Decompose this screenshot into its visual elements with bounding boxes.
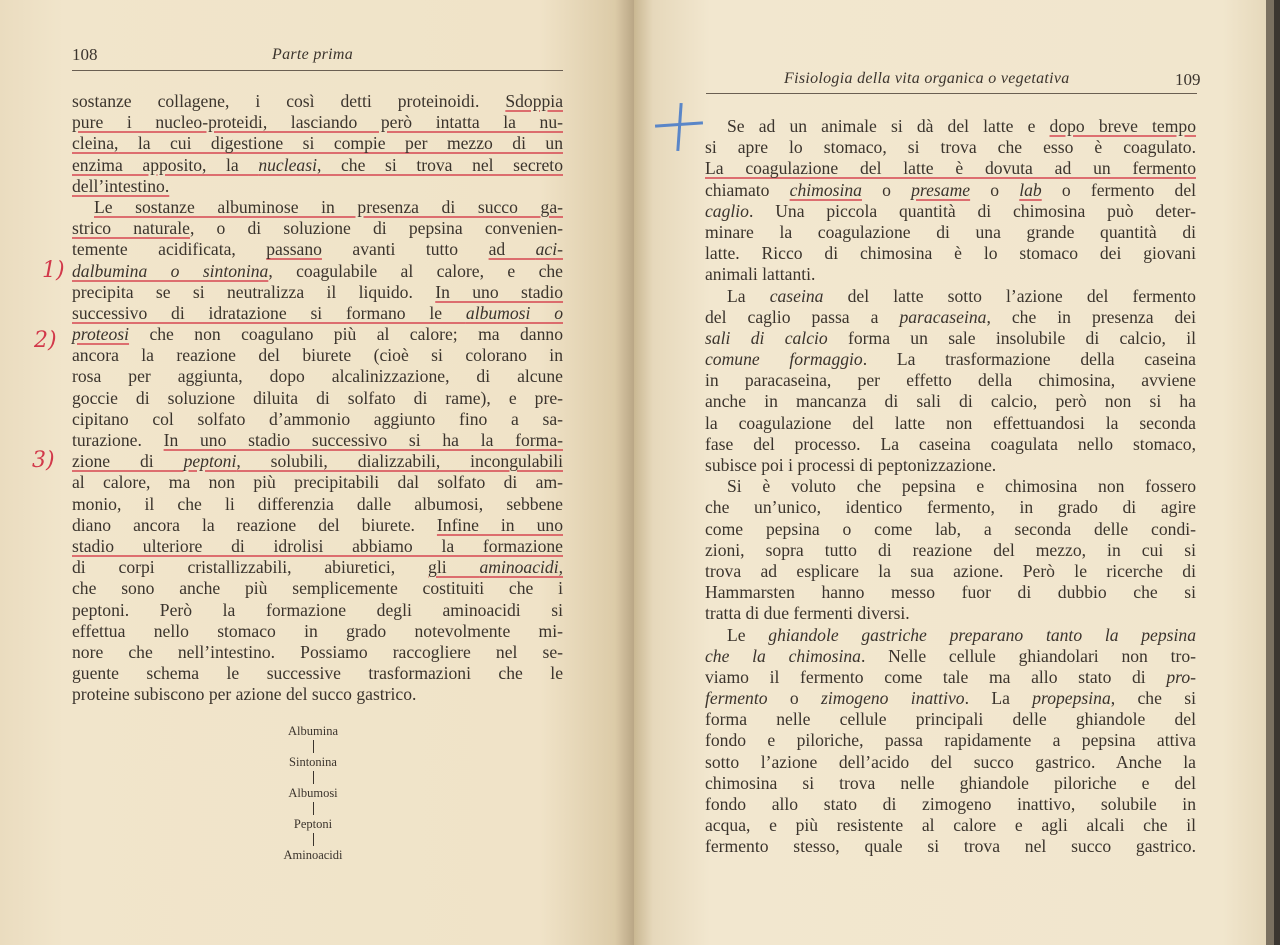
text-segment: successivo di idratazione si formano le — [72, 302, 466, 323]
text-segment: la coagulazione del latte non effettuandosi la seconda — [705, 412, 1196, 433]
text-segment: ancora la reazione del biurete (cioè si colorano in — [72, 345, 563, 366]
italic-term: albumosi o — [465, 302, 563, 323]
text-segment: subisce poi i processi di peptonizzazione. — [705, 455, 997, 475]
italic-term: nucleasi — [258, 154, 317, 175]
margin-note: 3) — [32, 448, 55, 473]
text-line — [705, 497, 1196, 518]
text-line — [72, 600, 563, 621]
text-segment: come pepsina o come lab, a seconda delle condi- — [705, 518, 1196, 539]
text-line — [705, 349, 1196, 370]
text-segment: al calore, ma non più precipitabili dal solfato di am- — [72, 472, 563, 493]
text-segment: avanti tutto — [321, 239, 489, 260]
text-line — [72, 91, 563, 112]
text-line — [72, 261, 563, 282]
text-line — [72, 133, 563, 154]
text-line — [705, 307, 1196, 328]
text-segment: diano ancora la reazione del biurete. — [72, 514, 437, 535]
italic-term: sali di calcio — [705, 327, 828, 348]
text-line — [705, 773, 1196, 794]
text-line — [72, 578, 563, 599]
text-segment: , o di soluzione di pepsina convenien- — [189, 218, 563, 239]
text-segment: pure i nucleo-proteidi, lasciando però intatta la nu- — [72, 112, 563, 133]
text-segment: la cui digestione si compie per mezzo di un — [118, 133, 563, 154]
text-line — [72, 663, 563, 684]
italic-term: fermento — [705, 688, 768, 709]
italic-term: lab — [1019, 179, 1042, 200]
text-line — [705, 370, 1196, 391]
text-line — [705, 540, 1196, 561]
text-line — [72, 557, 563, 578]
italic-term: chimosina — [789, 179, 862, 200]
text-segment: che sono anche più semplicemente costituiti che i — [72, 578, 563, 599]
protein-transformation-schema — [253, 722, 373, 864]
schema-term: Albumosi — [288, 786, 338, 800]
text-line — [72, 324, 563, 345]
schema-connector — [313, 802, 314, 815]
header-rule — [72, 70, 563, 71]
text-line — [72, 621, 563, 642]
text-line — [72, 430, 563, 451]
text-line — [72, 345, 563, 366]
italic-term: comune formaggio — [705, 349, 863, 370]
italic-term: proteosi — [72, 324, 130, 345]
text-segment: proteine subiscono per azione del succo gastrico. — [72, 684, 417, 705]
text-line — [705, 264, 1196, 285]
text-line — [705, 137, 1196, 158]
book-edge — [1266, 0, 1274, 945]
text-segment: Le — [727, 624, 769, 645]
text-segment: , che in presenza dei — [986, 306, 1197, 327]
italic-term: caseina — [769, 285, 824, 306]
text-segment: fermento stesso, quale si trova nel succo gastrico. — [705, 836, 1196, 857]
text-line — [72, 303, 563, 324]
text-segment: minare la coagulazione di una grande quantità di — [705, 221, 1196, 242]
text-segment: o — [767, 688, 822, 709]
text-segment: o — [970, 179, 1020, 200]
text-segment: goccie di soluzione diluita di solfato di rame), e pre- — [72, 387, 563, 408]
text-line — [72, 388, 563, 409]
text-segment: . La trasformazione della caseina — [862, 349, 1196, 370]
text-segment: che un’unico, identico fermento, in grado di agire — [705, 497, 1196, 518]
text-line — [705, 836, 1196, 857]
text-line — [705, 709, 1196, 730]
text-line — [72, 197, 563, 218]
margin-note: 2) — [34, 328, 57, 353]
running-head: Parte prima — [272, 46, 354, 63]
italic-term: aminoacidi, — [479, 557, 563, 578]
text-segment: guente schema le successive trasformazioni che le — [72, 663, 563, 684]
text-segment: forma un sale insolubile di calcio, il — [827, 327, 1197, 348]
text-segment: zioni, sopra tutto di reazione del mezzo, in cui si — [705, 539, 1196, 560]
text-segment: . La — [964, 688, 1033, 709]
text-segment: trova ad esplicare la sua azione. Però le ricerche di — [705, 560, 1196, 581]
italic-term: zimogeno inattivo — [821, 688, 965, 709]
italic-term: paracaseina — [899, 306, 987, 327]
text-line — [72, 282, 563, 303]
text-segment: zione di — [72, 451, 184, 472]
text-segment: fondo allo stato di zimogeno inattivo, solubile in — [705, 794, 1196, 814]
text-line — [72, 642, 563, 663]
blue-cross-mark-icon — [655, 103, 705, 153]
text-segment: del caglio passa a — [705, 306, 900, 327]
text-line — [705, 815, 1196, 836]
schema-connector — [313, 833, 314, 846]
text-segment: strico naturale — [72, 218, 190, 239]
text-segment: . Nelle cellule ghiandolari non tro- — [860, 645, 1196, 666]
text-segment: chimosina si trova nelle ghiandole piloriche e del — [705, 772, 1196, 793]
text-segment: Sdoppia — [505, 91, 563, 111]
text-line — [72, 494, 563, 515]
text-line — [72, 176, 563, 197]
text-segment: Se ad un animale si dà del latte e — [727, 116, 1050, 136]
italic-term: pro- — [1166, 666, 1196, 687]
schema-connector — [313, 771, 314, 784]
text-segment: latte. Ricco di chimosina è lo stomaco dei giovani — [705, 243, 1196, 264]
text-segment: anche in mancanza di sali di calcio, però non si ha — [705, 391, 1196, 412]
text-segment: turazione. — [72, 430, 164, 450]
italic-term: dalbumina o sintonina — [72, 260, 269, 281]
text-line — [705, 328, 1196, 349]
text-segment: di corpi cristallizzabili, abiuretici, — [72, 557, 429, 578]
text-line — [705, 243, 1196, 264]
text-line — [705, 625, 1196, 646]
text-segment: rosa per aggiunta, dopo alcalinizzazione, di alcune — [72, 366, 563, 387]
text-line — [72, 472, 563, 493]
header-rule — [706, 93, 1197, 94]
text-line — [705, 413, 1196, 434]
text-line — [705, 688, 1196, 709]
text-segment: viamo il fermento come tale ma allo stato di — [705, 666, 1167, 687]
text-segment: In uno stadio successivo si ha la forma- — [163, 430, 563, 450]
text-segment: monio, il che li differenzia dalle albumosi, sebbene — [72, 493, 563, 514]
text-line — [705, 391, 1196, 412]
text-line — [705, 519, 1196, 540]
text-segment: stadio ulteriore di idrolisi abbiamo la formazione — [72, 535, 563, 556]
italic-term: che la chimosina — [705, 645, 861, 666]
text-segment: ad — [488, 239, 536, 260]
text-segment: Hammarsten hanno messo fuor di dubbio che si — [705, 582, 1196, 603]
text-segment: enzima apposito, la — [72, 154, 259, 175]
text-segment: , che si trova nel secreto — [316, 154, 563, 175]
text-line — [705, 158, 1196, 179]
text-line — [705, 201, 1196, 222]
text-segment: cleina, — [72, 133, 119, 154]
text-line — [705, 434, 1196, 455]
text-segment: che non coagulano più al calore; ma danno — [129, 324, 563, 345]
text-segment: gli — [428, 557, 480, 578]
text-line — [705, 180, 1196, 201]
text-segment: sotto l’azione dell’acido del succo gastrico. Anche la — [705, 751, 1196, 772]
left-page — [0, 0, 634, 945]
text-segment: precipita se si neutralizza il liquido. — [72, 281, 436, 302]
text-line — [705, 286, 1196, 307]
text-segment: , coagulabile al calore, e che — [268, 260, 563, 281]
text-segment: animali lattanti. — [705, 264, 816, 285]
schema-term: Aminoacidi — [283, 848, 343, 862]
text-segment: passano — [266, 239, 322, 260]
text-line — [705, 752, 1196, 773]
running-head: Fisiologia della vita organica o vegetativa — [784, 70, 1070, 87]
text-line — [72, 536, 563, 557]
text-segment: , solubili, dializzabili, incongulabili — [236, 451, 563, 472]
text-line — [72, 409, 563, 430]
text-segment: acqua, e più resistente al calore e agli alcali che il — [705, 815, 1196, 836]
italic-term: caglio — [705, 200, 749, 221]
body-text — [72, 91, 563, 705]
text-segment: fondo e piloriche, passa rapidamente a pepsina attiva — [705, 730, 1196, 751]
text-line — [705, 730, 1196, 751]
italic-term: peptoni — [183, 451, 237, 472]
text-line — [705, 476, 1196, 497]
text-segment: peptoni. Però la formazione degli aminoacidi si — [72, 599, 563, 620]
text-segment: cipitano col solfato d’ammonio aggiunto fino a sa- — [72, 408, 563, 429]
italic-term: ghiandole gastriche preparano tanto la pepsina — [768, 624, 1196, 645]
text-line — [705, 794, 1196, 815]
page-number: 109 — [1175, 70, 1201, 89]
text-segment: La coagulazione del latte è dovuta ad un fermento — [705, 158, 1196, 179]
text-segment: . Una piccola quantità di chimosina può deter- — [748, 200, 1196, 221]
text-segment: del latte sotto l’azione del fermento — [823, 285, 1196, 306]
text-segment: Le sostanze albuminose in presenza di succo ga- — [94, 196, 563, 217]
text-segment: temente acidificata, — [72, 239, 267, 260]
text-line — [72, 366, 563, 387]
text-line — [705, 582, 1196, 603]
italic-term: presame — [911, 179, 971, 200]
margin-note: 1) — [42, 258, 65, 283]
schema-connector — [313, 740, 314, 753]
text-line — [72, 239, 563, 260]
right-page — [634, 0, 1274, 945]
text-line — [705, 116, 1196, 137]
text-segment: forma nelle cellule principali delle ghiandole del — [705, 709, 1196, 730]
text-line — [705, 667, 1196, 688]
text-line — [705, 455, 1196, 476]
text-segment: La — [727, 285, 770, 306]
text-segment: Si è voluto che pepsina e chimosina non fossero — [727, 476, 1196, 497]
text-line — [72, 684, 563, 705]
text-line — [72, 218, 563, 239]
body-text — [705, 116, 1196, 858]
text-segment: nore che nell’intestino. Possiamo raccogliere nel se- — [72, 641, 563, 662]
text-line — [72, 155, 563, 176]
text-line — [705, 603, 1196, 624]
text-segment: o fermento del — [1041, 179, 1197, 200]
text-segment: dopo breve tempo — [1049, 116, 1196, 136]
text-line — [705, 561, 1196, 582]
text-segment: effettua nello stomaco in grado notevolmente mi- — [72, 620, 563, 641]
text-line — [72, 451, 563, 472]
text-line — [72, 112, 563, 133]
text-segment: sostanze collagene, i così detti proteinoidi. — [72, 91, 506, 111]
text-segment: Infine in uno — [436, 514, 563, 535]
text-line — [705, 646, 1196, 667]
text-segment: , che si — [1110, 688, 1196, 709]
text-segment: fase del processo. La caseina coagulata nello stomaco, — [705, 433, 1196, 454]
text-segment: chiamato — [705, 179, 790, 200]
page-number: 108 — [72, 45, 98, 64]
schema-term: Albumina — [288, 724, 338, 738]
text-segment: tratta di due fermenti diversi. — [705, 603, 910, 624]
text-segment: dell’intestino. — [72, 175, 170, 196]
schema-term: Sintonina — [289, 755, 337, 769]
text-segment: o — [861, 179, 912, 200]
text-line — [705, 222, 1196, 243]
schema-term: Peptoni — [293, 817, 333, 831]
text-segment: in paracaseina, per effetto della chimosina, avviene — [705, 370, 1196, 391]
italic-term: propepsina — [1032, 688, 1111, 709]
italic-term: aci- — [535, 239, 563, 260]
text-line — [72, 515, 563, 536]
text-segment: si apre lo stomaco, si trova che esso è coagulato. — [705, 137, 1196, 158]
text-segment: In uno stadio — [435, 281, 564, 302]
